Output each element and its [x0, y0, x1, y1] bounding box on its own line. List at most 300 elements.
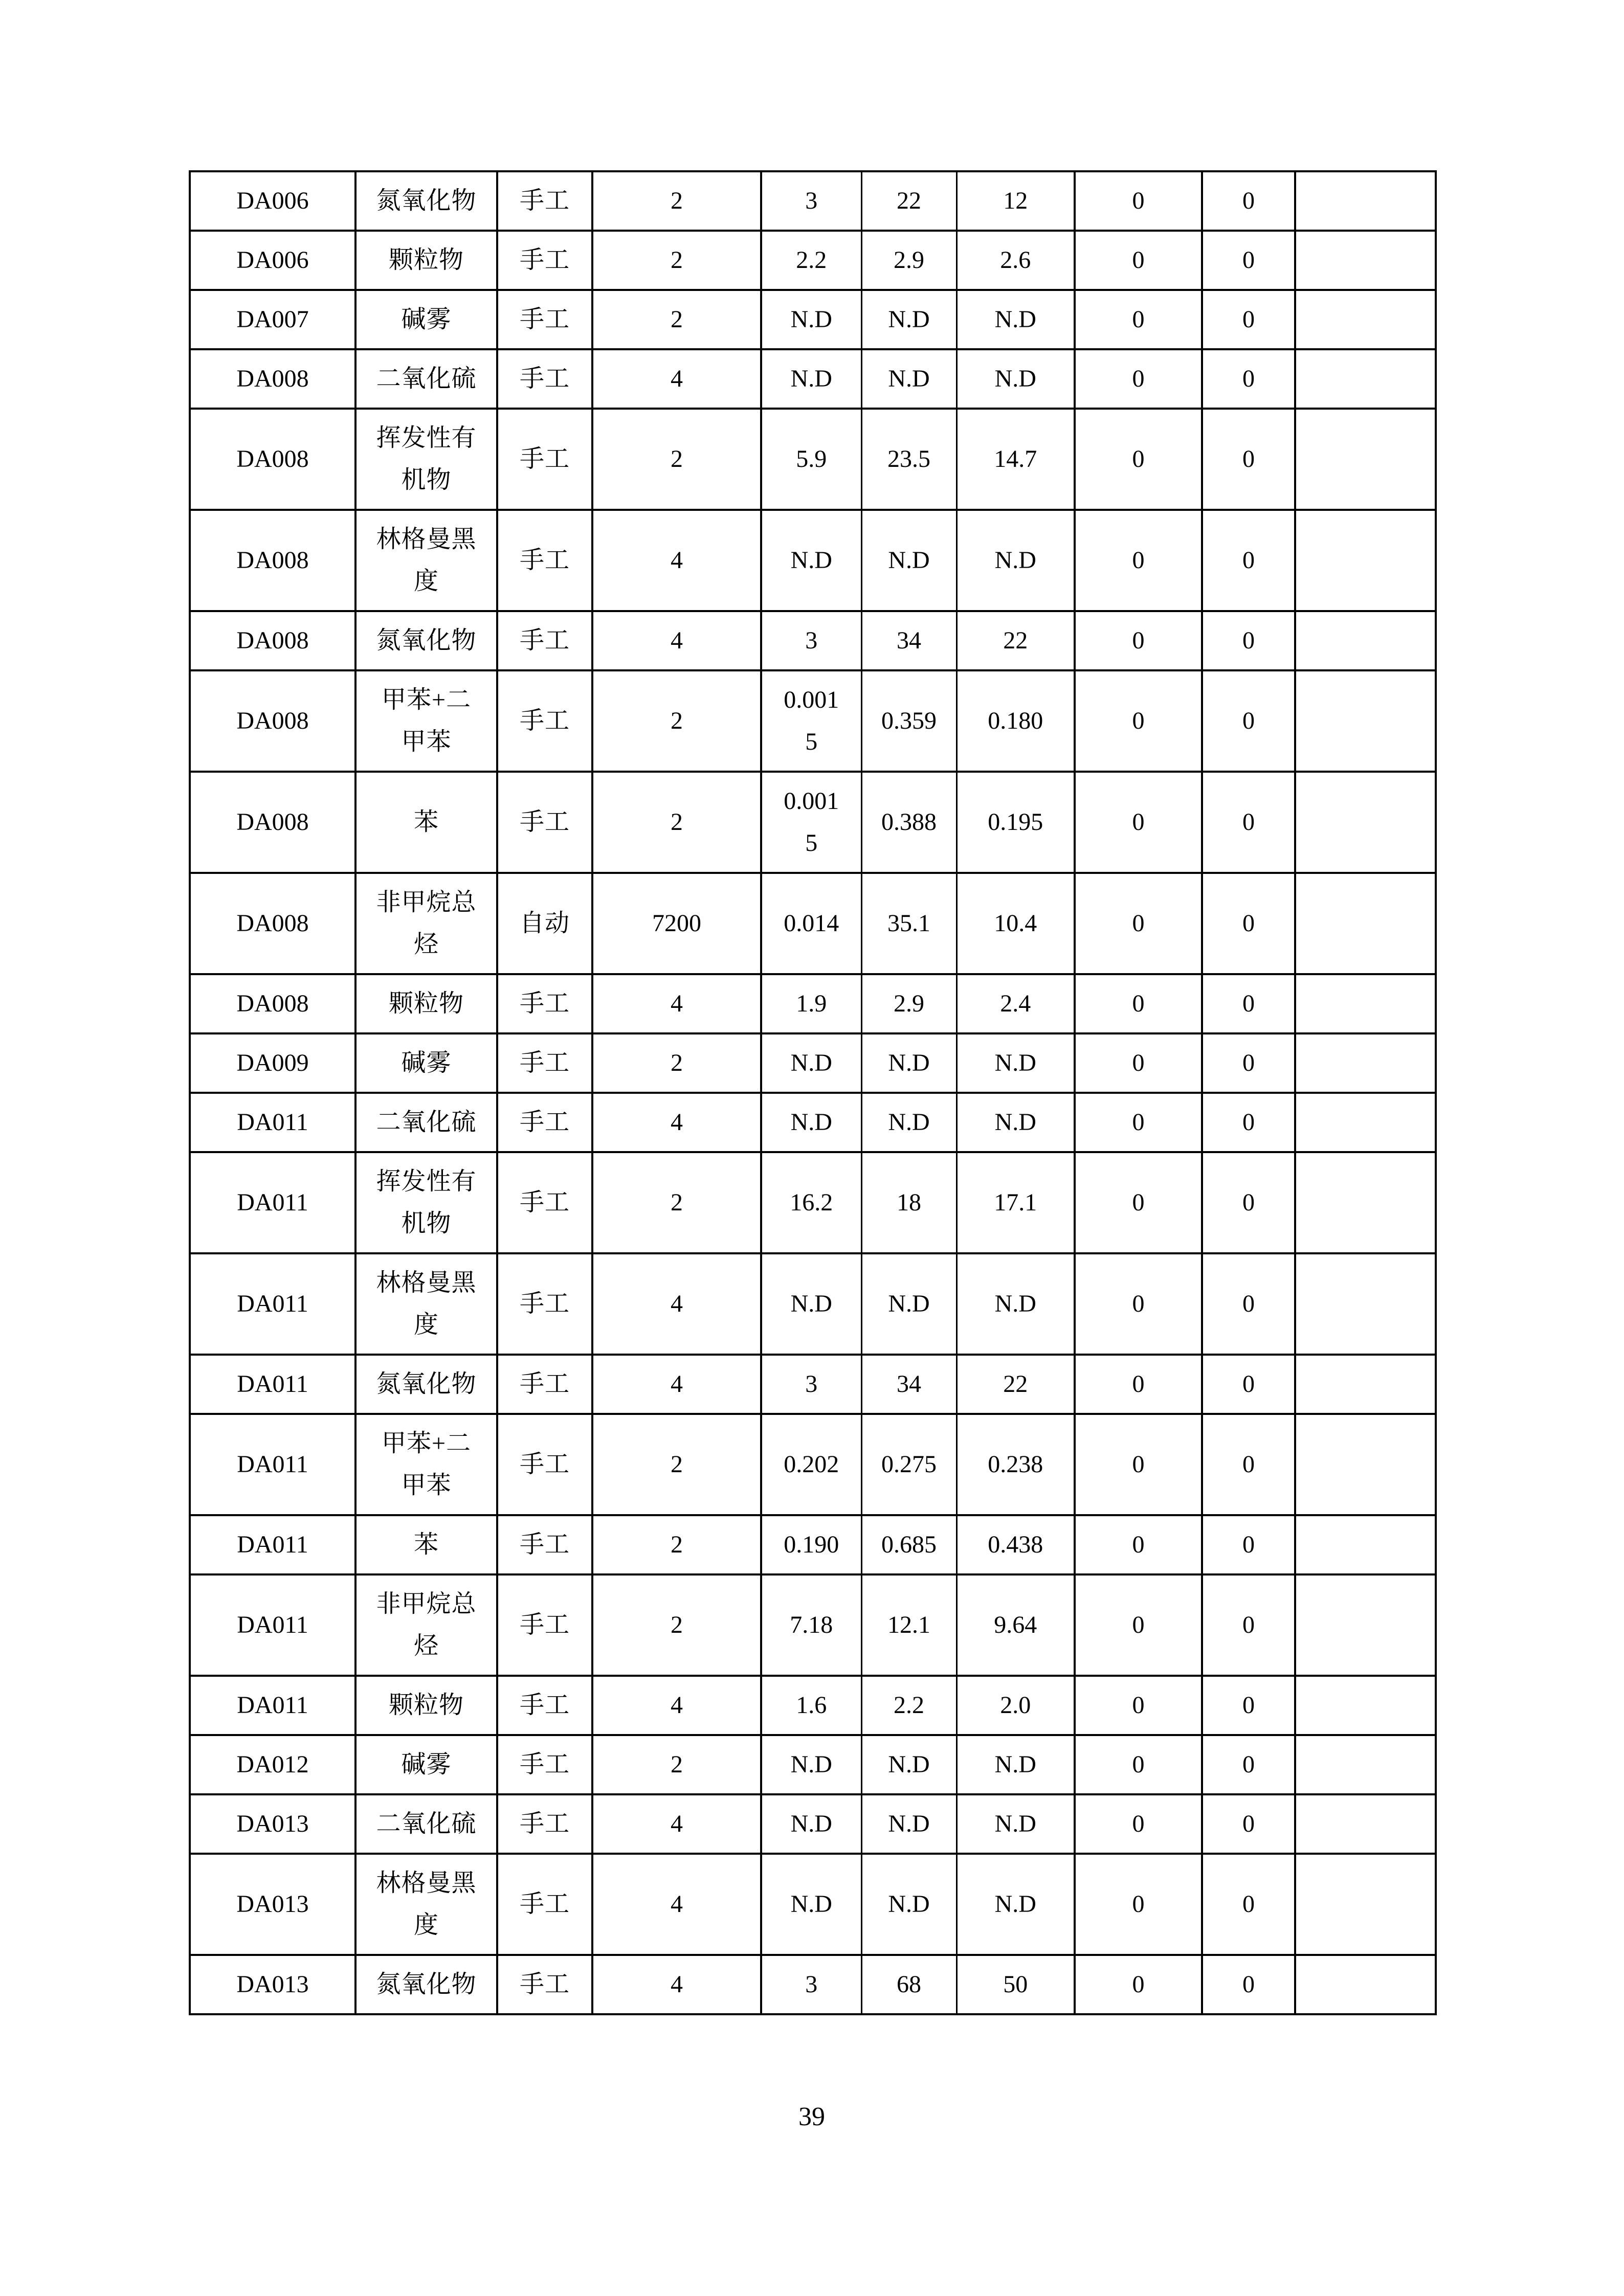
- min-value-cell: [761, 873, 861, 974]
- pollutant-cell: [355, 409, 497, 510]
- min-value-cell: [761, 1253, 861, 1355]
- sample-count-cell: 2: [592, 231, 761, 290]
- min-value-line: 0.014: [784, 910, 839, 937]
- exceed-rate-cell: 0: [1202, 1794, 1295, 1854]
- max-value-cell: 2.9: [861, 231, 956, 290]
- max-value-cell: 35.1: [861, 873, 956, 974]
- table-row: [190, 670, 1436, 772]
- pollutant-cell: [355, 349, 497, 409]
- monitoring-mode-cell: 手工: [497, 1854, 592, 1955]
- min-value-cell: [761, 290, 861, 349]
- exceed-count-cell: 0: [1075, 409, 1202, 510]
- table-row: [190, 1515, 1436, 1574]
- pollutant-cell: [355, 1735, 497, 1794]
- outlet-id-cell: DA011: [190, 1093, 355, 1152]
- remarks-cell: [1295, 1253, 1436, 1355]
- min-value-cell: [761, 1033, 861, 1093]
- exceed-count-cell: 0: [1075, 171, 1202, 231]
- outlet-id-cell: DA008: [190, 974, 355, 1033]
- table-row: [190, 171, 1436, 231]
- max-value-cell: 68: [861, 1955, 956, 2014]
- min-value-line: 3: [805, 1370, 818, 1398]
- min-value-line: 1.9: [796, 990, 827, 1017]
- outlet-id-cell: DA013: [190, 1794, 355, 1854]
- avg-value-cell: 22: [956, 611, 1075, 670]
- outlet-id-cell: DA011: [190, 1515, 355, 1574]
- sample-count-cell: 4: [592, 510, 761, 611]
- min-value-cell: [761, 1355, 861, 1414]
- monitoring-mode-cell: 手工: [497, 1253, 592, 1355]
- outlet-id-cell: DA008: [190, 873, 355, 974]
- pollutant-cell: [355, 1676, 497, 1735]
- min-value-cell: [761, 1676, 861, 1735]
- avg-value-cell: 9.64: [956, 1574, 1075, 1676]
- exceed-count-cell: 0: [1075, 1794, 1202, 1854]
- min-value-line: N.D: [790, 1751, 832, 1778]
- max-value-cell: 0.275: [861, 1414, 956, 1515]
- pollutant-cell: [355, 231, 497, 290]
- monitoring-mode-cell: 手工: [497, 772, 592, 873]
- remarks-cell: [1295, 670, 1436, 772]
- pollutant-cell: [355, 1253, 497, 1355]
- exceed-rate-cell: 0: [1202, 349, 1295, 409]
- remarks-cell: [1295, 611, 1436, 670]
- min-value-line: 0.001: [784, 787, 839, 815]
- max-value-cell: N.D: [861, 1093, 956, 1152]
- avg-value-cell: 17.1: [956, 1152, 1075, 1253]
- pollutant-line: 甲苯+二: [381, 1430, 472, 1457]
- pollutant-cell: [355, 772, 497, 873]
- outlet-id-cell: DA008: [190, 510, 355, 611]
- min-value-cell: [761, 1152, 861, 1253]
- min-value-line: N.D: [790, 1109, 832, 1136]
- avg-value-cell: N.D: [956, 1794, 1075, 1854]
- pollutant-cell: [355, 1515, 497, 1574]
- monitoring-mode-cell: 手工: [497, 1355, 592, 1414]
- pollutant-cell: [355, 670, 497, 772]
- pollutant-line: 甲苯: [401, 728, 452, 755]
- sample-count-cell: 2: [592, 1033, 761, 1093]
- outlet-id-cell: DA011: [190, 1253, 355, 1355]
- monitoring-mode-cell: 手工: [497, 171, 592, 231]
- monitoring-mode-cell: 手工: [497, 611, 592, 670]
- pollutant-cell: [355, 1093, 497, 1152]
- exceed-rate-cell: 0: [1202, 1515, 1295, 1574]
- min-value-line: 5: [805, 728, 818, 755]
- exceed-count-cell: 0: [1075, 1854, 1202, 1955]
- sample-count-cell: 4: [592, 1355, 761, 1414]
- pollutant-cell: [355, 290, 497, 349]
- table-row: [190, 349, 1436, 409]
- monitoring-mode-cell: 手工: [497, 1676, 592, 1735]
- sample-count-cell: 2: [592, 1735, 761, 1794]
- max-value-cell: N.D: [861, 1794, 956, 1854]
- monitoring-mode-cell: 手工: [497, 1152, 592, 1253]
- sample-count-cell: 4: [592, 1253, 761, 1355]
- pollutant-cell: [355, 1152, 497, 1253]
- outlet-id-cell: DA013: [190, 1854, 355, 1955]
- monitoring-mode-cell: 手工: [497, 670, 592, 772]
- avg-value-cell: 0.180: [956, 670, 1075, 772]
- min-value-cell: [761, 1854, 861, 1955]
- sample-count-cell: 4: [592, 1676, 761, 1735]
- table-row: [190, 231, 1436, 290]
- max-value-cell: 0.388: [861, 772, 956, 873]
- remarks-cell: [1295, 1735, 1436, 1794]
- remarks-cell: [1295, 1093, 1436, 1152]
- min-value-cell: [761, 1414, 861, 1515]
- outlet-id-cell: DA007: [190, 290, 355, 349]
- exceed-count-cell: 0: [1075, 1152, 1202, 1253]
- max-value-cell: 2.2: [861, 1676, 956, 1735]
- pollutant-line: 碱雾: [401, 306, 452, 333]
- pollutant-line: 颗粒物: [388, 990, 464, 1017]
- pollutant-line: 甲苯+二: [381, 686, 472, 713]
- sample-count-cell: 4: [592, 1955, 761, 2014]
- max-value-cell: 18: [861, 1152, 956, 1253]
- min-value-cell: [761, 1093, 861, 1152]
- table-row: [190, 1253, 1436, 1355]
- monitoring-mode-cell: 手工: [497, 974, 592, 1033]
- table-row: [190, 1794, 1436, 1854]
- monitoring-mode-cell: 手工: [497, 349, 592, 409]
- exceed-rate-cell: 0: [1202, 231, 1295, 290]
- remarks-cell: [1295, 1955, 1436, 2014]
- min-value-cell: [761, 772, 861, 873]
- remarks-cell: [1295, 1676, 1436, 1735]
- monitoring-mode-cell: 手工: [497, 231, 592, 290]
- pollutant-cell: [355, 1955, 497, 2014]
- remarks-cell: [1295, 772, 1436, 873]
- table-row: [190, 772, 1436, 873]
- monitoring-mode-cell: 自动: [497, 873, 592, 974]
- pollutant-line: 颗粒物: [388, 246, 464, 274]
- sample-count-cell: 4: [592, 1093, 761, 1152]
- pollutant-cell: [355, 1033, 497, 1093]
- min-value-cell: [761, 1574, 861, 1676]
- max-value-cell: N.D: [861, 290, 956, 349]
- exceed-rate-cell: 0: [1202, 1033, 1295, 1093]
- avg-value-cell: 2.6: [956, 231, 1075, 290]
- monitoring-mode-cell: 手工: [497, 1955, 592, 2014]
- max-value-cell: 2.9: [861, 974, 956, 1033]
- outlet-id-cell: DA008: [190, 670, 355, 772]
- table-row: [190, 290, 1436, 349]
- table-row: [190, 1414, 1436, 1515]
- sample-count-cell: 2: [592, 290, 761, 349]
- sample-count-cell: 2: [592, 409, 761, 510]
- min-value-cell: [761, 1735, 861, 1794]
- min-value-line: 0.190: [784, 1531, 839, 1558]
- table-row: [190, 1955, 1436, 2014]
- table-row: [190, 1093, 1436, 1152]
- exceed-count-cell: 0: [1075, 349, 1202, 409]
- exceed-rate-cell: 0: [1202, 1955, 1295, 2014]
- exceed-count-cell: 0: [1075, 1355, 1202, 1414]
- min-value-cell: [761, 1515, 861, 1574]
- pollutant-line: 苯: [413, 808, 439, 836]
- sample-count-cell: 2: [592, 171, 761, 231]
- table-row: [190, 611, 1436, 670]
- exceed-count-cell: 0: [1075, 1414, 1202, 1515]
- avg-value-cell: 14.7: [956, 409, 1075, 510]
- min-value-line: 3: [805, 627, 818, 654]
- pollutant-line: 度: [413, 568, 439, 595]
- pollutant-line: 挥发性有: [376, 1168, 477, 1195]
- pollutant-line: 碱雾: [401, 1049, 452, 1076]
- pollutant-line: 氮氧化物: [376, 1971, 477, 1998]
- exceed-count-cell: 0: [1075, 1676, 1202, 1735]
- avg-value-cell: N.D: [956, 290, 1075, 349]
- min-value-line: N.D: [790, 1049, 832, 1076]
- exceed-rate-cell: 0: [1202, 1355, 1295, 1414]
- exceed-count-cell: 0: [1075, 1253, 1202, 1355]
- exceed-count-cell: 0: [1075, 611, 1202, 670]
- monitoring-mode-cell: 手工: [497, 1414, 592, 1515]
- avg-value-cell: 10.4: [956, 873, 1075, 974]
- exceed-count-cell: 0: [1075, 670, 1202, 772]
- pollutant-cell: [355, 1355, 497, 1414]
- outlet-id-cell: DA006: [190, 231, 355, 290]
- max-value-cell: N.D: [861, 1033, 956, 1093]
- pollutant-line: 烃: [413, 931, 439, 958]
- min-value-line: N.D: [790, 306, 832, 333]
- pollutant-cell: [355, 510, 497, 611]
- remarks-cell: [1295, 349, 1436, 409]
- max-value-cell: 12.1: [861, 1574, 956, 1676]
- pollutant-line: 度: [413, 1911, 439, 1939]
- exceed-count-cell: 0: [1075, 1093, 1202, 1152]
- pollutant-line: 碱雾: [401, 1751, 452, 1778]
- pollutant-line: 机物: [401, 466, 452, 493]
- exceed-rate-cell: 0: [1202, 1854, 1295, 1955]
- pollutant-line: 氮氧化物: [376, 1370, 477, 1398]
- min-value-line: 0.001: [784, 686, 839, 713]
- min-value-line: 3: [805, 1971, 818, 1998]
- avg-value-cell: 50: [956, 1955, 1075, 2014]
- pollutant-cell: [355, 171, 497, 231]
- sample-count-cell: 2: [592, 1574, 761, 1676]
- avg-value-cell: 12: [956, 171, 1075, 231]
- remarks-cell: [1295, 1854, 1436, 1955]
- min-value-line: 1.6: [796, 1692, 827, 1719]
- exceed-rate-cell: 0: [1202, 873, 1295, 974]
- avg-value-cell: N.D: [956, 510, 1075, 611]
- max-value-cell: 23.5: [861, 409, 956, 510]
- pollutant-cell: [355, 873, 497, 974]
- outlet-id-cell: DA011: [190, 1574, 355, 1676]
- avg-value-cell: N.D: [956, 1033, 1075, 1093]
- max-value-cell: 0.685: [861, 1515, 956, 1574]
- monitoring-mode-cell: 手工: [497, 1574, 592, 1676]
- max-value-cell: 34: [861, 1355, 956, 1414]
- exceed-count-cell: 0: [1075, 1574, 1202, 1676]
- avg-value-cell: 0.438: [956, 1515, 1075, 1574]
- min-value-line: N.D: [790, 1890, 832, 1918]
- exceed-count-cell: 0: [1075, 1735, 1202, 1794]
- max-value-cell: N.D: [861, 1735, 956, 1794]
- sample-count-cell: 7200: [592, 873, 761, 974]
- sample-count-cell: 2: [592, 772, 761, 873]
- min-value-line: 5: [805, 829, 818, 857]
- outlet-id-cell: DA011: [190, 1676, 355, 1735]
- pollutant-line: 机物: [401, 1210, 452, 1237]
- avg-value-cell: 22: [956, 1355, 1075, 1414]
- min-value-cell: [761, 1794, 861, 1854]
- min-value-cell: [761, 611, 861, 670]
- pollutant-line: 林格曼黑: [376, 526, 477, 553]
- exceed-rate-cell: 0: [1202, 510, 1295, 611]
- monitoring-mode-cell: 手工: [497, 1735, 592, 1794]
- exceed-count-cell: 0: [1075, 1955, 1202, 2014]
- exceed-count-cell: 0: [1075, 231, 1202, 290]
- pollutant-line: 度: [413, 1311, 439, 1338]
- remarks-cell: [1295, 231, 1436, 290]
- avg-value-cell: N.D: [956, 349, 1075, 409]
- avg-value-cell: N.D: [956, 1093, 1075, 1152]
- remarks-cell: [1295, 409, 1436, 510]
- min-value-cell: [761, 231, 861, 290]
- min-value-line: 7.18: [790, 1611, 833, 1638]
- remarks-cell: [1295, 290, 1436, 349]
- remarks-cell: [1295, 1794, 1436, 1854]
- monitoring-mode-cell: 手工: [497, 1033, 592, 1093]
- remarks-cell: [1295, 1152, 1436, 1253]
- pollutant-line: 二氧化硫: [376, 1109, 477, 1136]
- pollutant-line: 氮氧化物: [376, 187, 477, 214]
- remarks-cell: [1295, 510, 1436, 611]
- remarks-cell: [1295, 1355, 1436, 1414]
- min-value-cell: [761, 1955, 861, 2014]
- remarks-cell: [1295, 171, 1436, 231]
- monitoring-mode-cell: 手工: [497, 409, 592, 510]
- max-value-cell: N.D: [861, 1854, 956, 1955]
- exceed-rate-cell: 0: [1202, 171, 1295, 231]
- table-row: [190, 1355, 1436, 1414]
- min-value-line: N.D: [790, 365, 832, 392]
- sample-count-cell: 4: [592, 1854, 761, 1955]
- min-value-line: N.D: [790, 1290, 832, 1317]
- avg-value-cell: 2.0: [956, 1676, 1075, 1735]
- sample-count-cell: 4: [592, 611, 761, 670]
- sample-count-cell: 4: [592, 1794, 761, 1854]
- pollutant-line: 林格曼黑: [376, 1870, 477, 1897]
- min-value-line: N.D: [790, 547, 832, 574]
- avg-value-cell: N.D: [956, 1854, 1075, 1955]
- table-row: [190, 1676, 1436, 1735]
- outlet-id-cell: DA011: [190, 1414, 355, 1515]
- exceed-rate-cell: 0: [1202, 409, 1295, 510]
- max-value-cell: N.D: [861, 510, 956, 611]
- exceed-count-cell: 0: [1075, 510, 1202, 611]
- table-row: [190, 1735, 1436, 1794]
- avg-value-cell: 0.195: [956, 772, 1075, 873]
- pollutant-cell: [355, 1854, 497, 1955]
- table-body: [190, 171, 1436, 2014]
- table-row: [190, 1152, 1436, 1253]
- exceed-rate-cell: 0: [1202, 290, 1295, 349]
- outlet-id-cell: DA008: [190, 349, 355, 409]
- page-number: 39: [798, 2102, 825, 2131]
- outlet-id-cell: DA009: [190, 1033, 355, 1093]
- pollutant-line: 烃: [413, 1632, 439, 1659]
- pollutant-cell: [355, 611, 497, 670]
- pollutant-cell: [355, 974, 497, 1033]
- exceed-count-cell: 0: [1075, 290, 1202, 349]
- sample-count-cell: 2: [592, 1414, 761, 1515]
- min-value-cell: [761, 510, 861, 611]
- min-value-line: 2.2: [796, 246, 827, 274]
- sample-count-cell: 2: [592, 670, 761, 772]
- outlet-id-cell: DA008: [190, 409, 355, 510]
- remarks-cell: [1295, 1033, 1436, 1093]
- min-value-cell: [761, 670, 861, 772]
- max-value-cell: 34: [861, 611, 956, 670]
- table-row: [190, 510, 1436, 611]
- outlet-id-cell: DA008: [190, 611, 355, 670]
- outlet-id-cell: DA011: [190, 1152, 355, 1253]
- pollutant-line: 挥发性有: [376, 424, 477, 452]
- remarks-cell: [1295, 1515, 1436, 1574]
- pollutant-line: 二氧化硫: [376, 365, 477, 392]
- exceed-count-cell: 0: [1075, 873, 1202, 974]
- outlet-id-cell: DA012: [190, 1735, 355, 1794]
- exceed-rate-cell: 0: [1202, 1735, 1295, 1794]
- max-value-cell: N.D: [861, 349, 956, 409]
- monitoring-mode-cell: 手工: [497, 510, 592, 611]
- exceed-count-cell: 0: [1075, 1515, 1202, 1574]
- min-value-cell: [761, 974, 861, 1033]
- sample-count-cell: 2: [592, 1152, 761, 1253]
- exceed-rate-cell: 0: [1202, 1414, 1295, 1515]
- exceed-rate-cell: 0: [1202, 611, 1295, 670]
- max-value-cell: 0.359: [861, 670, 956, 772]
- exceed-rate-cell: 0: [1202, 670, 1295, 772]
- monitoring-mode-cell: 手工: [497, 1093, 592, 1152]
- table-row: [190, 1033, 1436, 1093]
- outlet-id-cell: DA011: [190, 1355, 355, 1414]
- exceed-rate-cell: 0: [1202, 1093, 1295, 1152]
- min-value-cell: [761, 171, 861, 231]
- pollutant-line: 林格曼黑: [376, 1269, 477, 1296]
- exceed-rate-cell: 0: [1202, 1253, 1295, 1355]
- sample-count-cell: 4: [592, 349, 761, 409]
- table-row: [190, 873, 1436, 974]
- min-value-cell: [761, 349, 861, 409]
- pollutant-line: 非甲烷总: [376, 1590, 477, 1617]
- remarks-cell: [1295, 1574, 1436, 1676]
- min-value-line: 3: [805, 187, 818, 214]
- max-value-cell: 22: [861, 171, 956, 231]
- emissions-monitoring-table: [189, 170, 1437, 2015]
- table-row: [190, 409, 1436, 510]
- exceed-rate-cell: 0: [1202, 1152, 1295, 1253]
- sample-count-cell: 4: [592, 974, 761, 1033]
- monitoring-mode-cell: 手工: [497, 1794, 592, 1854]
- avg-value-cell: N.D: [956, 1253, 1075, 1355]
- avg-value-cell: N.D: [956, 1735, 1075, 1794]
- sample-count-cell: 2: [592, 1515, 761, 1574]
- exceed-rate-cell: 0: [1202, 1574, 1295, 1676]
- min-value-cell: [761, 409, 861, 510]
- monitoring-mode-cell: 手工: [497, 1515, 592, 1574]
- outlet-id-cell: DA013: [190, 1955, 355, 2014]
- exceed-count-cell: 0: [1075, 974, 1202, 1033]
- remarks-cell: [1295, 1414, 1436, 1515]
- pollutant-line: 苯: [413, 1531, 439, 1558]
- pollutant-line: 颗粒物: [388, 1692, 464, 1719]
- pollutant-cell: [355, 1574, 497, 1676]
